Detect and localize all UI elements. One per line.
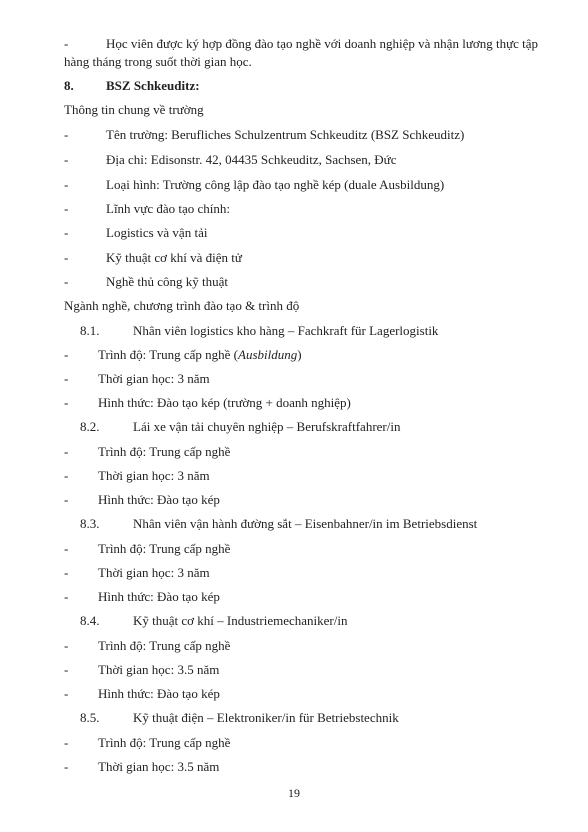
bullet-dash: - — [64, 250, 69, 265]
general-heading: Thông tin chung về trường — [64, 102, 204, 117]
program-level: Trình độ: Trung cấp nghề — [98, 735, 231, 750]
bullet-dash: - — [64, 152, 69, 167]
section-title: BSZ Schkeuditz: — [106, 78, 200, 93]
bullet-dash: - — [64, 36, 69, 51]
program-level-close: ) — [297, 347, 302, 362]
program-level: Trình độ: Trung cấp nghề — [98, 444, 231, 459]
list-item: Logistics và vận tải — [106, 225, 208, 240]
bullet-dash: - — [64, 127, 69, 142]
program-title: Nhân viên vận hành đường sắt – Eisenbahner/in im Betriebsdienst — [133, 516, 478, 531]
bullet-dash: - — [64, 638, 69, 653]
list-item: Loại hình: Trường công lập đào tạo nghề kép (duale Ausbildung) — [106, 177, 445, 192]
bullet-dash: - — [64, 468, 69, 483]
list-item: Tên trường: Berufliches Schulzentrum Schkeuditz (BSZ Schkeuditz) — [106, 127, 465, 142]
program-duration: Thời gian học: 3.5 năm — [98, 662, 220, 677]
program-level-note: Ausbildung — [238, 347, 298, 362]
bullet-dash: - — [64, 225, 69, 240]
bullet-dash: - — [64, 444, 69, 459]
bullet-dash: - — [64, 371, 69, 386]
bullet-dash: - — [64, 274, 69, 289]
program-duration: Thời gian học: 3 năm — [98, 565, 210, 580]
program-level: Trình độ: Trung cấp nghề — [98, 541, 231, 556]
section-number: 8. — [64, 78, 74, 93]
bullet-dash: - — [64, 686, 69, 701]
intro-line-1: Học viên được ký hợp đồng đào tạo nghề với doanh nghiệp và nhận lương thực tập — [106, 36, 539, 51]
program-level-label: Trình độ: Trung cấp nghề ( — [98, 347, 239, 362]
program-title: Kỹ thuật cơ khí – Industriemechaniker/in — [133, 613, 348, 628]
program-form: Hình thức: Đào tạo kép — [98, 589, 220, 604]
program-title: Lái xe vận tải chuyên nghiệp – Berufskraftfahrer/in — [133, 419, 401, 434]
list-item: Lĩnh vực đào tạo chính: — [106, 201, 231, 216]
program-number: 8.2. — [80, 419, 100, 434]
bullet-dash: - — [64, 541, 69, 556]
program-number: 8.5. — [80, 710, 100, 725]
program-duration: Thời gian học: 3 năm — [98, 371, 210, 386]
bullet-dash: - — [64, 565, 69, 580]
program-level: Trình độ: Trung cấp nghề — [98, 638, 231, 653]
program-duration: Thời gian học: 3.5 năm — [98, 759, 220, 774]
programs-heading: Ngành nghề, chương trình đào tạo & trình độ — [64, 298, 300, 313]
program-form: Hình thức: Đào tạo kép — [98, 686, 220, 701]
program-title: Nhân viên logistics kho hàng – Fachkraft für Lagerlogistik — [133, 323, 439, 338]
program-form: Hình thức: Đào tạo kép — [98, 492, 220, 507]
bullet-dash: - — [64, 201, 69, 216]
program-number: 8.3. — [80, 516, 100, 531]
program-duration: Thời gian học: 3 năm — [98, 468, 210, 483]
list-item: Nghề thủ công kỹ thuật — [106, 274, 229, 289]
program-title: Kỹ thuật điện – Elektroniker/in für Betriebstechnik — [133, 710, 399, 725]
intro-line-2: hàng tháng trong suốt thời gian học. — [64, 54, 252, 69]
bullet-dash: - — [64, 177, 69, 192]
program-level — [98, 347, 302, 363]
bullet-dash: - — [64, 589, 69, 604]
list-item: Kỹ thuật cơ khí và điện tử — [106, 250, 242, 265]
bullet-dash: - — [64, 395, 69, 410]
program-number: 8.4. — [80, 613, 100, 628]
program-form: Hình thức: Đào tạo kép (trường + doanh nghiệp) — [98, 395, 351, 410]
bullet-dash: - — [64, 735, 69, 750]
bullet-dash: - — [64, 347, 69, 362]
list-item: Địa chỉ: Edisonstr. 42, 04435 Schkeuditz, Sachsen, Đức — [106, 152, 397, 167]
bullet-dash: - — [64, 492, 69, 507]
bullet-dash: - — [64, 662, 69, 677]
page-number: 19 — [288, 786, 300, 800]
program-number: 8.1. — [80, 323, 100, 338]
bullet-dash: - — [64, 759, 69, 774]
